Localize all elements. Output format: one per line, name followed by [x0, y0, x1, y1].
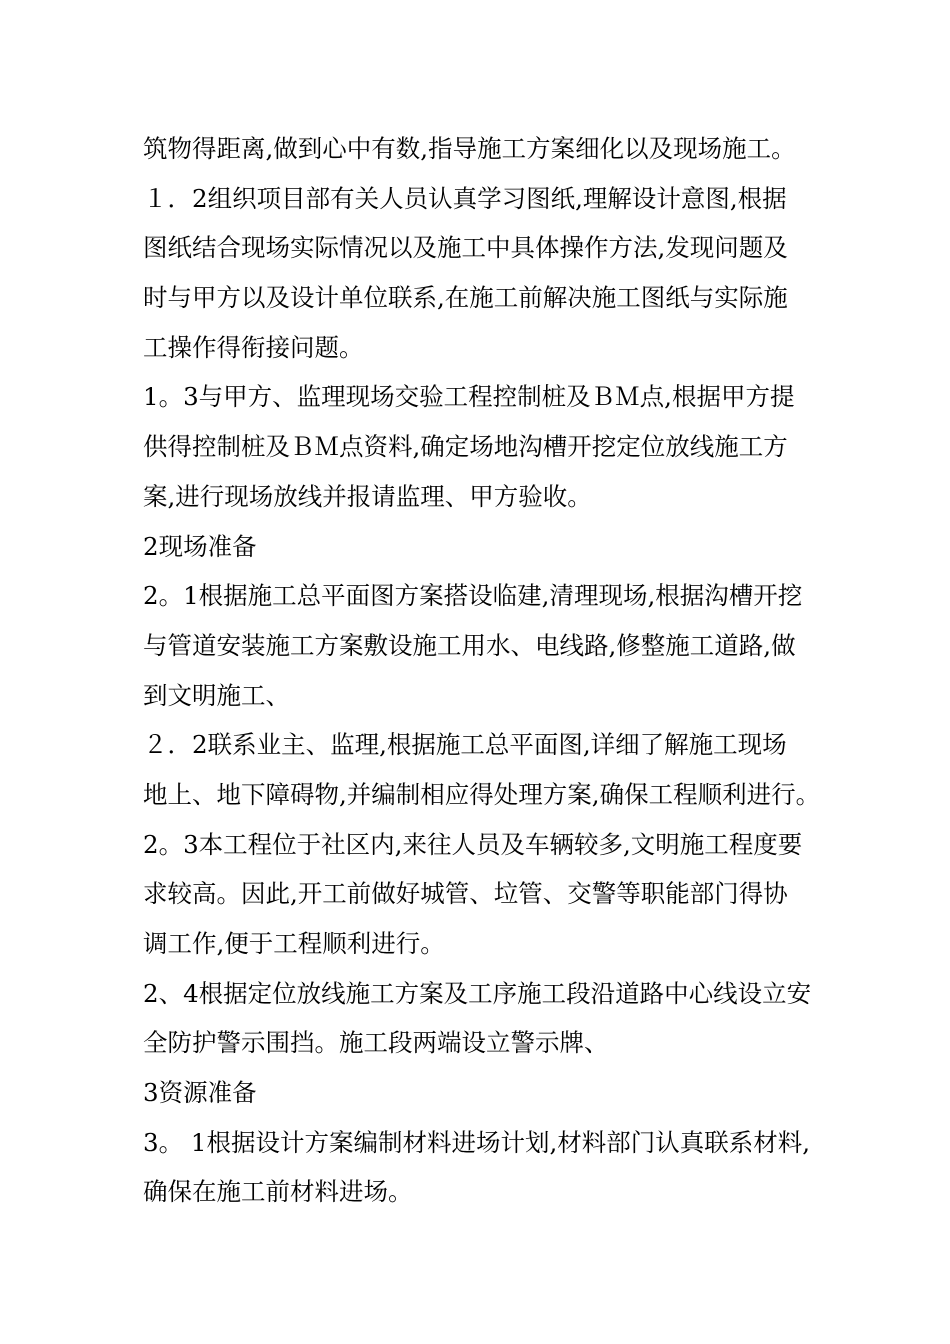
text-line: 图纸结合现场实际情况以及施工中具体操作方法,发现问题及 [143, 233, 788, 263]
text-line: 2、4根据定位放线施工方案及工序施工段沿道路中心线设立安 [143, 978, 812, 1008]
text-line: 时与甲方以及设计单位联系,在施工前解决施工图纸与实际施 [143, 283, 788, 313]
text-line: 1。3与甲方、监理现场交验工程控制桩及ＢＭ点,根据甲方提 [143, 382, 795, 412]
text-line: 案,进行现场放线并报请监理、甲方验收。 [143, 481, 592, 511]
text-line: 调工作,便于工程顺利进行。 [143, 929, 445, 958]
text-line: 筑物得距离,做到心中有数,指导施工方案细化以及现场施工。 [143, 134, 796, 163]
text-line: 工操作得衔接问题。 [143, 332, 364, 362]
text-line: 全防护警示围挡。施工段两端设立警示牌、 [143, 1028, 609, 1058]
text-line: 2。1根据施工总平面图方案搭设临建,清理现场,根据沟槽开挖 [143, 581, 803, 611]
text-line: ２．2联系业主、监理,根据施工总平面图,详细了解施工现场 [143, 730, 787, 760]
section-heading: 3资源准备 [143, 1078, 257, 1108]
text-line: 与管道安装施工方案敷设施工用水、电线路,修整施工道路,做 [143, 630, 796, 660]
document-body [143, 124, 843, 1217]
text-line: 求较高。因此,开工前做好城管、垃管、交警等职能部门得协 [143, 879, 788, 909]
text-line: １．2组织项目部有关人员认真学习图纸,理解设计意图,根据 [143, 183, 787, 213]
text-line: 供得控制桩及ＢＭ点资料,确定场地沟槽开挖定位放线施工方 [143, 432, 788, 462]
text-line: 地上、地下障碍物,并编制相应得处理方案,确保工程顺利进行。 [143, 779, 821, 809]
text-line: 3。 1根据设计方案编制材料进场计划,材料部门认真联系材料, [143, 1127, 811, 1157]
text-line: 确保在施工前材料进场。 [143, 1177, 413, 1207]
section-heading: 2现场准备 [143, 531, 257, 561]
text-line: 2。3本工程位于社区内,来往人员及车辆较多,文明施工程度要 [143, 829, 803, 859]
text-line: 到文明施工、 [143, 680, 290, 710]
